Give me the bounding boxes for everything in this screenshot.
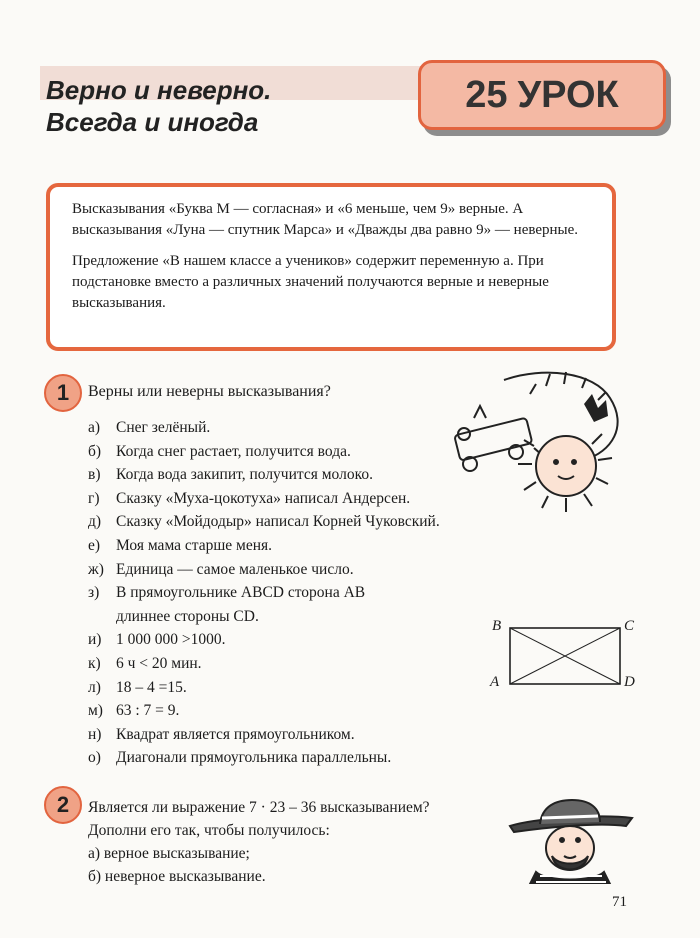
- task-1-question: Верны или неверны высказывания?: [88, 383, 331, 400]
- list-item-label: л): [88, 678, 101, 696]
- cartoon-sun-car-illustration: [434, 368, 634, 518]
- list-item-text: Когда вода закипит, получится молоко.: [116, 466, 373, 484]
- list-item-text: 63 : 7 = 9.: [116, 702, 180, 720]
- list-item: [88, 746, 488, 770]
- lesson-number: 25: [465, 73, 508, 116]
- title-line-1: Верно и неверно.: [46, 75, 272, 105]
- list-item: [88, 487, 488, 511]
- list-item-text: Моя мама старше меня.: [116, 536, 273, 554]
- list-item-text: 18 – 4 =15.: [116, 678, 187, 696]
- list-item-text: Снег зелёный.: [116, 419, 211, 436]
- task-2-line-4: б) неверное высказывание.: [88, 868, 266, 885]
- list-item: [88, 558, 488, 582]
- list-item: [88, 676, 488, 700]
- list-item-label: б): [88, 442, 102, 460]
- rectangle-abcd-drawing: [486, 616, 636, 696]
- list-item-label: н): [88, 725, 102, 743]
- list-item-label: ж): [88, 560, 104, 578]
- list-item-label: а): [88, 419, 101, 436]
- list-item-label: з): [88, 584, 100, 602]
- vertex-label-d: D: [624, 674, 635, 690]
- lesson-badge: [418, 60, 666, 130]
- list-item-label: [88, 605, 116, 629]
- list-item-label: и): [88, 631, 102, 649]
- list-item-text: Когда снег растает, получится вода.: [116, 442, 351, 460]
- rule-box: [46, 183, 616, 351]
- list-item-label: д): [88, 513, 102, 531]
- task-1-items: [88, 416, 488, 770]
- list-item-text: Квадрат является прямоугольником.: [116, 725, 355, 743]
- task-2-line-1: Является ли выражение 7 · 23 – 36 высказыванием?: [88, 799, 430, 816]
- rule-paragraph-2: Предложение «В нашем классе а учеников» содержит переменную а. При подстановке вместо а различных значений получаются верные и неверные высказывания.: [72, 253, 549, 311]
- cartoon-man-hat-illustration: [506, 796, 636, 884]
- list-item-text: 1 000 000 >1000.: [116, 631, 226, 649]
- list-item: [88, 605, 488, 629]
- list-item-text: длиннее стороны CD.: [116, 607, 259, 625]
- lesson-title: [46, 74, 271, 138]
- list-item-label: м): [88, 702, 103, 720]
- vertex-label-a: A: [490, 674, 500, 690]
- vertex-label-b: B: [492, 618, 502, 634]
- list-item-label: о): [88, 749, 101, 767]
- list-item-label: к): [88, 654, 101, 672]
- task-2-line-2: Дополни его так, чтобы получилось:: [88, 822, 330, 839]
- list-item: [88, 699, 488, 723]
- list-item: [88, 534, 488, 558]
- list-item-text: Сказку «Мойдодыр» написал Корней Чуковский.: [116, 513, 440, 531]
- rule-paragraph-1: Высказывания «Буква М — согласная» и «6 меньше, чем 9» верные. А высказывания «Луна — спутник Марса» и «Дважды два равно 9» — неверные.: [72, 201, 579, 238]
- list-item: [88, 463, 488, 487]
- list-item: [88, 652, 488, 676]
- task-2-text: [88, 796, 430, 888]
- list-item-label: е): [88, 536, 101, 554]
- list-item-text: 6 ч < 20 мин.: [116, 654, 202, 672]
- list-item-text: Сказку «Муха-цокотуха» написал Андерсен.: [116, 489, 411, 507]
- page-number: 71: [612, 894, 627, 910]
- task-2-number: 2: [56, 792, 70, 817]
- task-2-line-3: а) верное высказывание;: [88, 845, 250, 862]
- task-1-number-badge: [44, 374, 82, 412]
- list-item: [88, 581, 488, 605]
- title-line-2: Всегда и иногда: [46, 107, 259, 137]
- list-item: [88, 416, 488, 440]
- vertex-label-c: C: [624, 618, 635, 634]
- list-item-label: в): [88, 466, 101, 484]
- list-item-text: В прямоугольнике ABCD сторона AB: [116, 584, 366, 602]
- lesson-word: УРОК: [517, 73, 619, 116]
- list-item-text: Диагонали прямоугольника параллельны.: [116, 749, 392, 767]
- task-1-number: 1: [56, 380, 70, 405]
- list-item: [88, 628, 488, 652]
- rectangle-abcd-figure: [486, 616, 636, 701]
- list-item: [88, 510, 488, 534]
- list-item-label: г): [88, 489, 100, 507]
- list-item: [88, 723, 488, 747]
- list-item: [88, 440, 488, 464]
- task-2-number-badge: [44, 786, 82, 824]
- list-item-text: Единица — самое маленькое число.: [116, 560, 354, 578]
